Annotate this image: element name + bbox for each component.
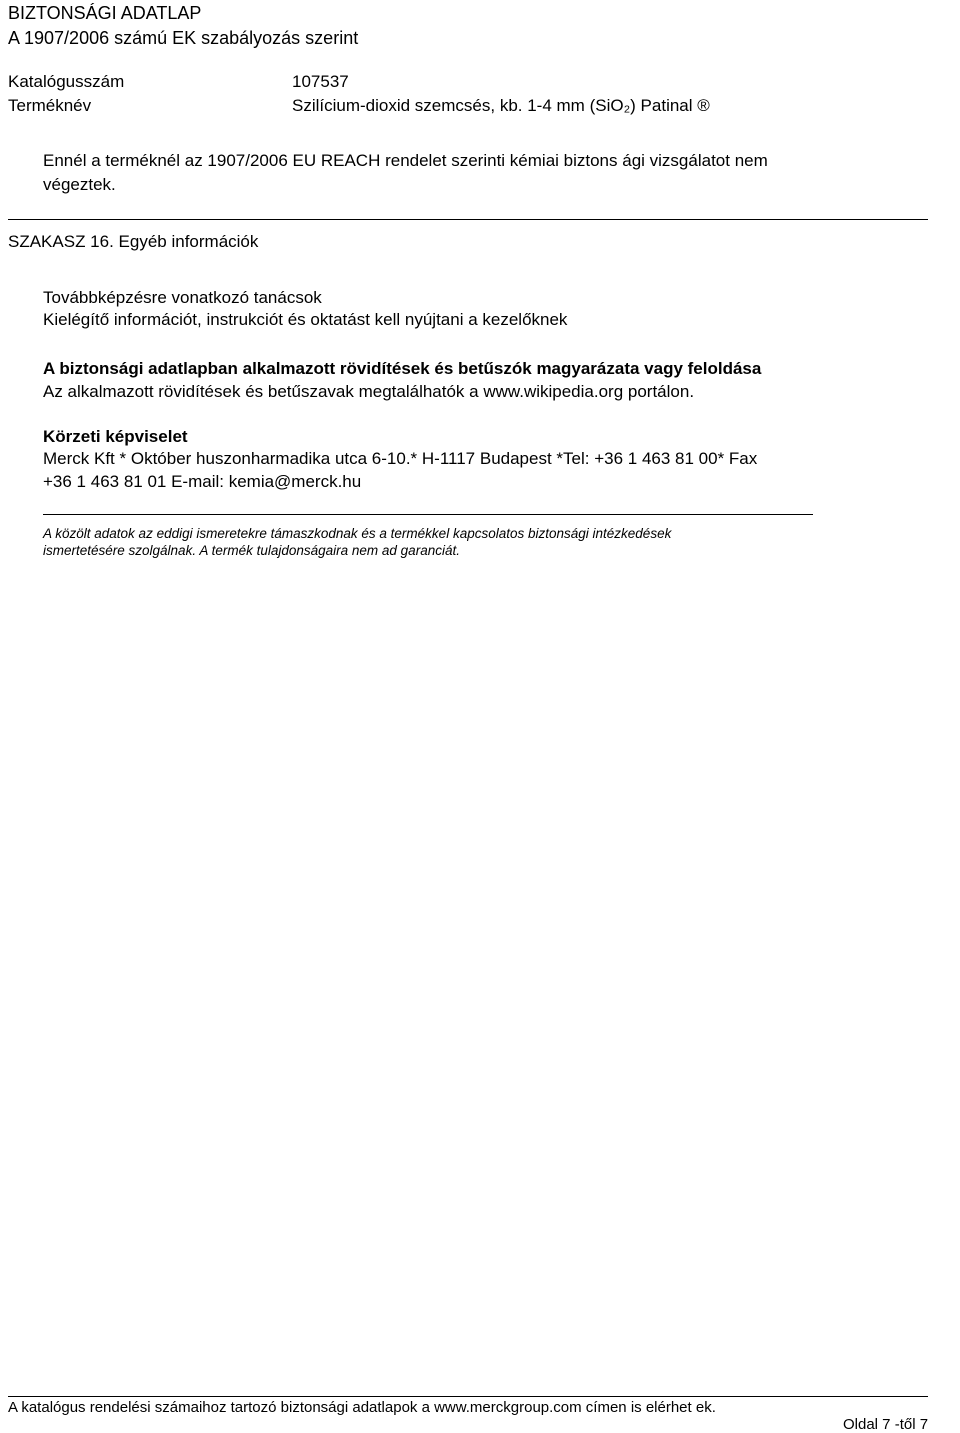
- representative-line2: +36 1 463 81 01 E-mail: kemia@merck.hu: [43, 472, 362, 491]
- training-heading: Továbbképzésre vonatkozó tanácsok: [43, 288, 322, 307]
- catalog-number-value: 107537: [292, 72, 349, 91]
- product-name-label: Terméknév: [8, 96, 92, 115]
- disclaimer-line1: A közölt adatok az eddigi ismeretekre támaszkodnak és a termékkel kapcsolatos biztonsági intézkedések: [43, 526, 672, 541]
- regulation-subtitle: A 1907/2006 számú EK szabályozás szerint: [8, 28, 359, 48]
- reach-note-line1: Ennél a terméknél az 1907/2006 EU REACH rendelet szerinti kémiai biztons ági vizsgálatot nem: [43, 151, 768, 170]
- abbreviations-text: Az alkalmazott rövidítések és betűszavak megtalálhatók a www.wikipedia.org portálon.: [43, 382, 695, 401]
- representative-line1: Merck Kft * Október huszonharmadika utca 6-10.* H-1117 Budapest *Tel: +36 1 463 81 00* Fax: [43, 449, 758, 468]
- abbreviations-heading: A biztonsági adatlapban alkalmazott rövidítések és betűszók magyarázata vagy feloldása: [43, 359, 762, 378]
- reach-note-line2: végeztek.: [43, 175, 116, 194]
- product-name-value: Szilícium-dioxid szemcsés, kb. 1-4 mm (SiO₂) Patinal ®: [292, 96, 710, 115]
- page-number: Oldal 7 -től 7: [843, 1416, 929, 1433]
- footer-divider: [8, 1396, 928, 1397]
- disclaimer-line2: ismertetésére szolgálnak. A termék tulajdonságaira nem ad garanciát.: [43, 543, 460, 558]
- catalog-number-label: Katalógusszám: [8, 72, 125, 91]
- section-divider: [8, 219, 928, 220]
- section-16-heading: SZAKASZ 16. Egyéb információk: [8, 232, 259, 251]
- disclaimer-divider: [43, 514, 813, 515]
- footer-note: A katalógus rendelési számaihoz tartozó biztonsági adatlapok a www.merckgroup.com címen is elérhet ek.: [8, 1399, 716, 1416]
- representative-heading: Körzeti képviselet: [43, 427, 188, 446]
- document-title: BIZTONSÁGI ADATLAP: [8, 3, 202, 23]
- training-text: Kielégítő információt, instrukciót és oktatást kell nyújtani a kezelőknek: [43, 310, 568, 329]
